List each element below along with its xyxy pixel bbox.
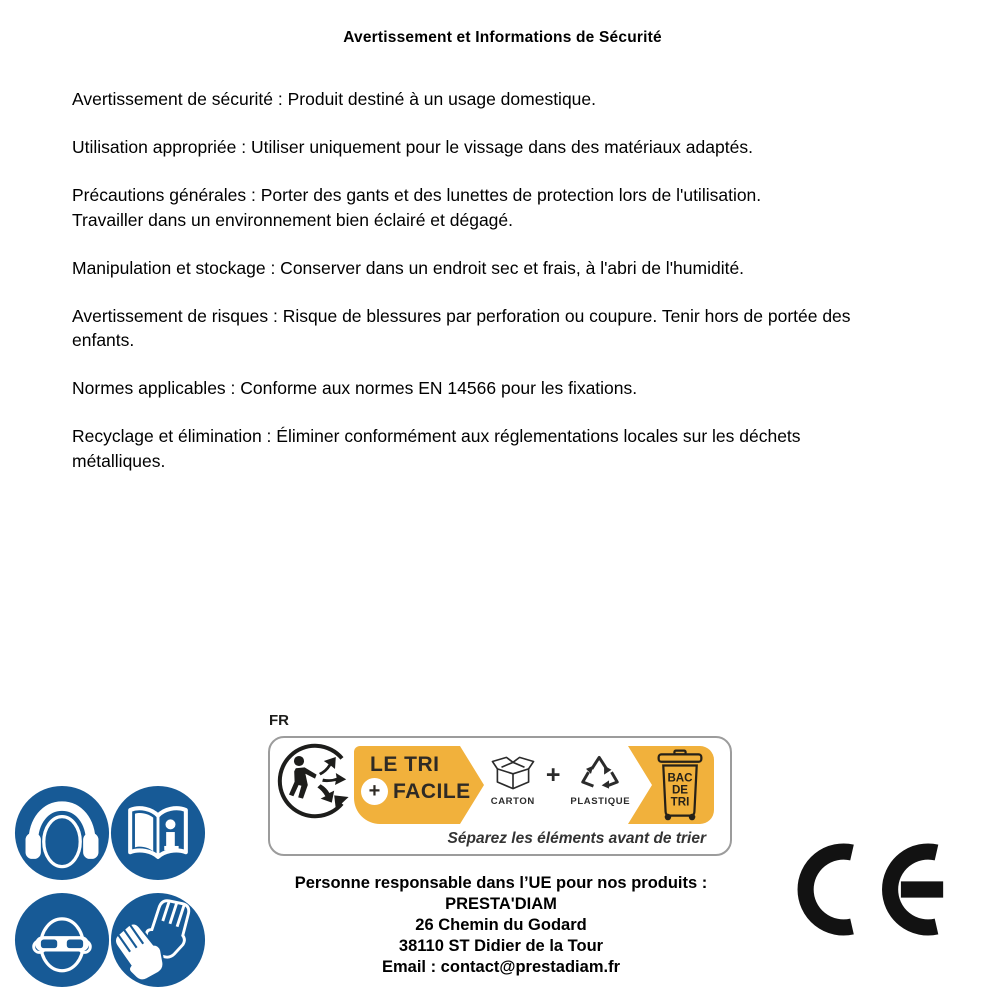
triman-icon xyxy=(275,741,355,821)
tri-banner-line2 xyxy=(361,778,471,805)
address-line: 38110 ST Didier de la Tour xyxy=(398,937,604,955)
para-normes-applicables xyxy=(72,376,1000,401)
company-name: PRESTA'DIAM xyxy=(445,895,557,913)
para-recyclage-elimination xyxy=(72,424,1000,473)
wear-ear-protection-icon xyxy=(14,785,110,881)
para-utilisation-appropriee xyxy=(72,135,1000,160)
plus-separator: + xyxy=(545,761,561,789)
text-line: Avertissement de sécurité : Produit destiné à un usage domestique. xyxy=(72,89,597,109)
wear-eye-protection-icon xyxy=(14,892,110,988)
carton-box-icon xyxy=(490,752,536,794)
text-line: Manipulation et stockage : Conserver dans un endroit sec et frais, à l'abri de l'humidité. xyxy=(72,257,745,278)
tri-banner xyxy=(354,746,714,824)
text-line: Travailler dans un environnement bien éclairé et dégagé. xyxy=(72,209,514,230)
text-line: Normes applicables : Conforme aux normes EN 14566 pour les fixations. xyxy=(72,378,638,398)
responsible-line: Personne responsable dans l’UE pour nos produits : xyxy=(294,874,708,892)
plus-circle-icon: + xyxy=(361,778,388,805)
safety-paragraphs xyxy=(72,87,1000,497)
material-carton xyxy=(490,752,536,807)
text-line: Recyclage et élimination : Éliminer conformément aux réglementations locales sur les déchets xyxy=(72,426,801,446)
country-code-fr: FR xyxy=(269,712,289,729)
text-line: métalliques. xyxy=(72,450,166,471)
tri-facile-label xyxy=(268,736,732,856)
material-plastique xyxy=(570,752,630,807)
page-title: Avertissement et Informations de Sécurité xyxy=(343,29,662,46)
materials-group xyxy=(478,752,642,807)
tri-banner-line1: LE TRI xyxy=(370,753,440,776)
responsible-person-block xyxy=(270,873,732,978)
address-line: 26 Chemin du Godard xyxy=(415,916,587,934)
read-instruction-manual-icon xyxy=(110,785,206,881)
text-line: Utilisation appropriée : Utiliser uniquement pour le vissage dans des matériaux adaptés. xyxy=(72,137,753,157)
text-line: Précautions générales : Porter des gants et des lunettes de protection lors de l'utilisation. xyxy=(72,185,762,205)
para-avertissement-risques xyxy=(72,304,1000,353)
para-manipulation-stockage xyxy=(72,256,1000,281)
material-label: CARTON xyxy=(490,796,535,807)
wear-protective-gloves-icon xyxy=(110,892,206,988)
sorting-bin-icon xyxy=(654,749,706,821)
text-line: Avertissement de risques : Risque de blessures par perforation ou coupure. Tenir hors de portée des xyxy=(72,305,851,326)
bin-text-line: BAC xyxy=(667,771,693,785)
material-label: PLASTIQUE xyxy=(570,796,631,807)
bin-text-line: DE xyxy=(671,783,689,797)
facile-text: FACILE xyxy=(393,779,471,803)
text-line: enfants. xyxy=(72,330,135,350)
para-precautions-generales xyxy=(72,183,1000,232)
email-line: Email : contact@prestadiam.fr xyxy=(382,958,620,976)
recycle-triangle-icon xyxy=(577,752,623,794)
sorting-instruction: Séparez les éléments avant de trier xyxy=(447,830,706,847)
para-avertissement-securite xyxy=(72,87,1000,112)
ce-marking-icon xyxy=(796,840,946,939)
bin-text-line: TRI xyxy=(670,795,690,809)
